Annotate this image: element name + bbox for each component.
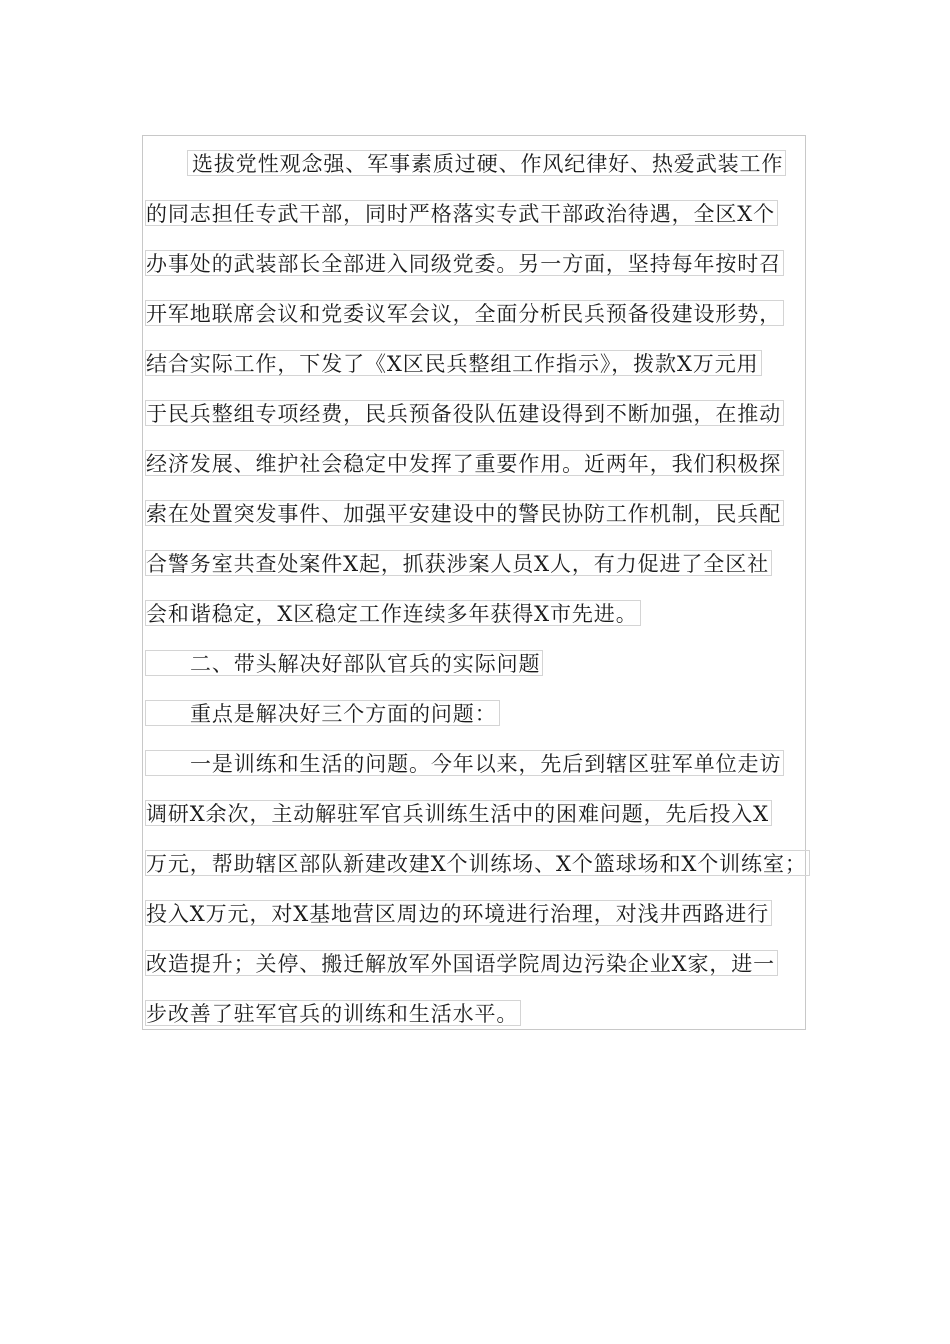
paragraph-line: 合警务室共查处案件X起，抓获涉案人员X人，有力促进了全区社 <box>145 550 772 576</box>
paragraph-line: 调研X余次，主动解驻军官兵训练生活中的困难问题，先后投入X <box>145 800 772 826</box>
paragraph-line: 办事处的武装部长全部进入同级党委。另一方面，坚持每年按时召 <box>145 250 784 276</box>
paragraph-line: 于民兵整组专项经费，民兵预备役队伍建设得到不断加强，在推动 <box>145 400 784 426</box>
paragraph-line: 选拔党性观念强、军事素质过硬、作风纪律好、热爱武装工作 <box>187 150 786 176</box>
paragraph-line: 改造提升；关停、搬迁解放军外国语学院周边污染企业X家，进一 <box>145 950 778 976</box>
paragraph-line: 步改善了驻军官兵的训练和生活水平。 <box>145 1000 521 1026</box>
paragraph-line: 万元，帮助辖区部队新建改建X个训练场、X个篮球场和X个训练室； <box>145 850 810 876</box>
paragraph-line: 开军地联席会议和党委议军会议，全面分析民兵预备役建设形势， <box>145 300 784 326</box>
paragraph-line: 投入X万元，对X基地营区周边的环境进行治理，对浅井西路进行 <box>145 900 772 926</box>
section-heading: 二、带头解决好部队官兵的实际问题 <box>145 650 543 676</box>
paragraph-line: 一是训练和生活的问题。今年以来，先后到辖区驻军单位走访 <box>145 750 784 776</box>
paragraph-line: 重点是解决好三个方面的问题： <box>145 700 500 726</box>
paragraph-line: 会和谐稳定，X区稳定工作连续多年获得X市先进。 <box>145 600 641 626</box>
paragraph-line: 索在处置突发事件、加强平安建设中的警民协防工作机制，民兵配 <box>145 500 784 526</box>
paragraph-line: 的同志担任专武干部，同时严格落实专武干部政治待遇，全区X个 <box>145 200 778 226</box>
paragraph-line: 结合实际工作，下发了《X区民兵整组工作指示》，拨款X万元用 <box>145 350 762 376</box>
paragraph-line: 经济发展、维护社会稳定中发挥了重要作用。近两年，我们积极探 <box>145 450 784 476</box>
